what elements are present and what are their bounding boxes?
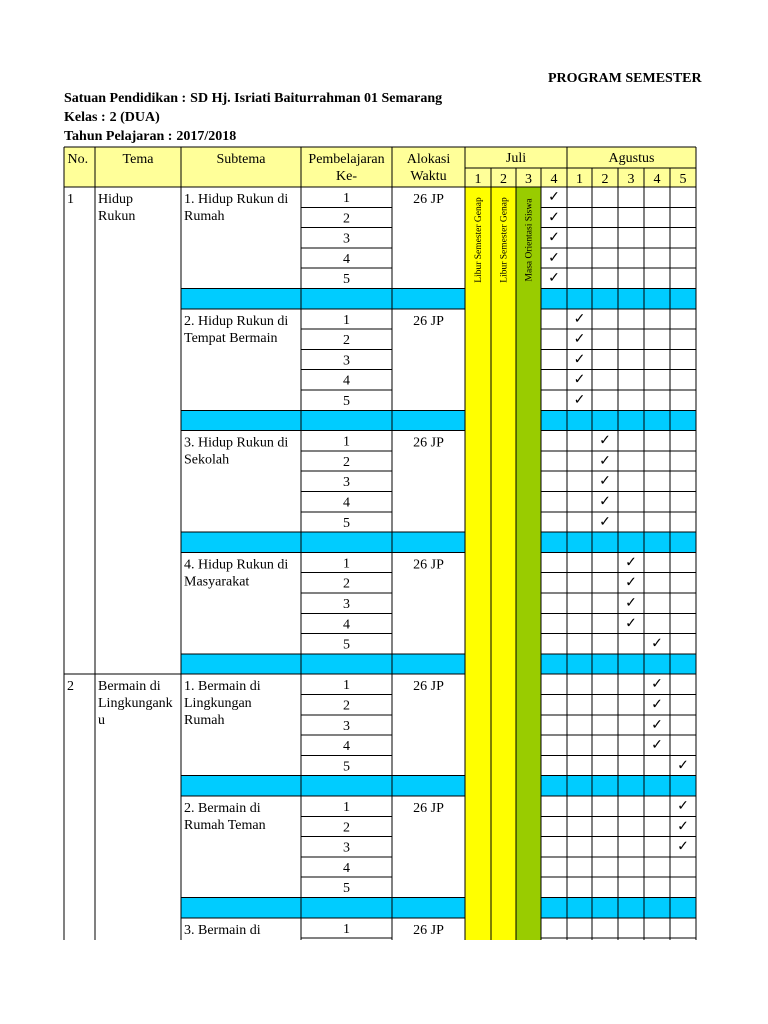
pembelajaran-number: 4 — [343, 373, 350, 389]
subtema-title: Lingkungan — [184, 696, 252, 712]
subtema-title: Masyarakat — [184, 574, 250, 590]
pembelajaran-number: 5 — [343, 759, 350, 775]
check-mark: ✓ — [548, 250, 560, 266]
pembelajaran-number: 1 — [343, 191, 350, 206]
subtema-title: Rumah — [184, 713, 225, 729]
check-mark: ✓ — [677, 758, 689, 774]
check-mark: ✓ — [548, 210, 560, 226]
check-mark: ✓ — [573, 393, 586, 408]
subtema-title: 3. Bermain di — [184, 922, 261, 938]
school-value: SD Hj. Isriati Baiturrahman 01 Semarang — [190, 91, 443, 106]
pembelajaran-number: 3 — [343, 597, 350, 612]
separator-row — [181, 898, 465, 918]
class-label: Kelas : — [64, 110, 106, 125]
year-value: 2017/2018 — [176, 129, 237, 144]
check-mark: ✓ — [573, 372, 586, 388]
pembelajaran-number: 4 — [343, 617, 350, 633]
pembelajaran-number: 1 — [343, 678, 350, 694]
check-mark: ✓ — [677, 839, 689, 855]
check-mark: ✓ — [599, 494, 611, 510]
subtema-title: 2. Hidup Rukun di — [184, 313, 289, 329]
theme-number: 1 — [67, 192, 74, 207]
check-mark: ✓ — [573, 332, 586, 348]
check-mark: ✓ — [573, 311, 586, 327]
check-mark: ✓ — [599, 474, 611, 490]
week-label: 2 — [601, 172, 609, 187]
theme-name: u — [98, 713, 105, 729]
theme-number: 2 — [67, 679, 74, 695]
pembelajaran-number: 2 — [343, 211, 350, 227]
check-mark: ✓ — [625, 596, 637, 611]
theme-name: Lingkungank — [98, 696, 173, 712]
week-label: 4 — [653, 172, 661, 187]
check-mark: ✓ — [573, 352, 586, 368]
holiday-column-2 — [491, 187, 516, 940]
week-label: 4 — [550, 172, 558, 187]
theme-name: Hidup — [98, 192, 133, 207]
pembelajaran-number: 3 — [343, 231, 350, 247]
subtema-title: 3. Hidup Rukun di — [184, 435, 289, 451]
pembelajaran-number: 1 — [343, 556, 350, 572]
subtema-title: Tempat Bermain — [184, 330, 278, 346]
separator-row — [181, 289, 465, 309]
separator-row — [181, 410, 465, 430]
alokasi-value: 26 JP — [413, 313, 444, 329]
subtema-title: Rumah Teman — [184, 818, 266, 833]
header-juli: Juli — [505, 151, 527, 166]
week-label: 1 — [474, 172, 482, 187]
header-waktu: Waktu — [410, 169, 447, 184]
pembelajaran-number: 1 — [343, 312, 350, 328]
header-pembelajaran-ke: Ke- — [336, 169, 357, 184]
separator-row — [181, 654, 465, 674]
check-mark: ✓ — [651, 636, 663, 652]
week-label: 2 — [500, 172, 507, 187]
week-label: 5 — [679, 172, 687, 187]
check-mark: ✓ — [625, 575, 637, 591]
check-mark: ✓ — [651, 677, 663, 693]
pembelajaran-number: 4 — [343, 495, 350, 511]
school-label: Satuan Pendidikan : — [64, 91, 187, 106]
subtema-title: 4. Hidup Rukun di — [184, 557, 289, 573]
pembelajaran-number: 3 — [343, 353, 350, 369]
pembelajaran-number: 2 — [343, 820, 350, 836]
check-mark: ✓ — [599, 433, 611, 449]
pembelajaran-number: 4 — [343, 251, 350, 267]
vertical-label: Libur Semester Genap — [499, 197, 510, 283]
pembelajaran-number: 3 — [343, 475, 350, 491]
check-mark: ✓ — [677, 799, 689, 814]
pembelajaran-number: 5 — [343, 515, 350, 531]
alokasi-value: 26 JP — [413, 557, 444, 573]
pembelajaran-number: 4 — [343, 860, 350, 876]
pembelajaran-number: 5 — [343, 637, 350, 653]
check-mark: ✓ — [651, 717, 663, 733]
header-subtema: Subtema — [216, 152, 266, 167]
separator-row — [181, 532, 465, 552]
alokasi-value: 26 JP — [413, 679, 444, 695]
document-title: PROGRAM SEMESTER — [548, 71, 702, 86]
theme-name: Rukun — [98, 209, 136, 224]
week-label: 3 — [627, 172, 635, 187]
vertical-label: Masa Orientasi Siswa — [524, 198, 535, 282]
pembelajaran-number: 1 — [343, 434, 350, 450]
check-mark: ✓ — [548, 230, 560, 246]
theme-name: Bermain di — [98, 679, 161, 695]
orientation-column — [516, 187, 541, 940]
header-no: No. — [67, 152, 89, 167]
week-label: 1 — [576, 172, 583, 187]
subtema-title: Rumah — [184, 209, 225, 224]
check-mark: ✓ — [651, 697, 663, 713]
check-mark: ✓ — [651, 738, 663, 754]
pembelajaran-number: 5 — [343, 881, 350, 897]
pembelajaran-number: 3 — [343, 718, 350, 734]
pembelajaran-number: 5 — [343, 272, 350, 288]
alokasi-value: 26 JP — [413, 192, 444, 207]
subtema-title: 2. Bermain di — [184, 801, 261, 816]
check-mark: ✓ — [625, 555, 637, 571]
check-mark: ✓ — [548, 190, 560, 205]
check-mark: ✓ — [677, 819, 689, 835]
header-pembelajaran: Pembelajaran — [308, 152, 385, 167]
alokasi-value: 26 JP — [413, 922, 444, 938]
subtema-title: 1. Bermain di — [184, 679, 261, 695]
header-agustus: Agustus — [608, 151, 655, 166]
pembelajaran-number: 2 — [343, 454, 350, 470]
year-label: Tahun Pelajaran : — [64, 129, 173, 144]
pembelajaran-number: 2 — [343, 333, 350, 349]
separator-row — [181, 776, 465, 796]
vertical-label: Libur Semester Genap — [474, 197, 484, 283]
pembelajaran-number: 2 — [343, 576, 350, 592]
check-mark: ✓ — [599, 514, 611, 530]
header-tema: Tema — [122, 152, 154, 167]
class-value: 2 (DUA) — [109, 110, 160, 125]
holiday-column-1 — [465, 187, 491, 940]
pembelajaran-number: 1 — [343, 921, 350, 937]
subtema-title: 1. Hidup Rukun di — [184, 192, 289, 207]
week-label: 3 — [525, 172, 532, 187]
pembelajaran-number: 4 — [343, 739, 350, 755]
pembelajaran-number: 1 — [343, 800, 350, 815]
check-mark: ✓ — [548, 271, 560, 287]
pembelajaran-number: 2 — [343, 698, 350, 714]
alokasi-value: 26 JP — [413, 435, 444, 451]
alokasi-value: 26 JP — [413, 801, 444, 816]
check-mark: ✓ — [625, 616, 637, 632]
check-mark: ✓ — [599, 453, 611, 469]
subtema-title: Sekolah — [184, 452, 230, 468]
pembelajaran-number: 3 — [343, 840, 350, 856]
pembelajaran-number: 5 — [343, 394, 350, 409]
header-alokasi: Alokasi — [406, 152, 451, 167]
